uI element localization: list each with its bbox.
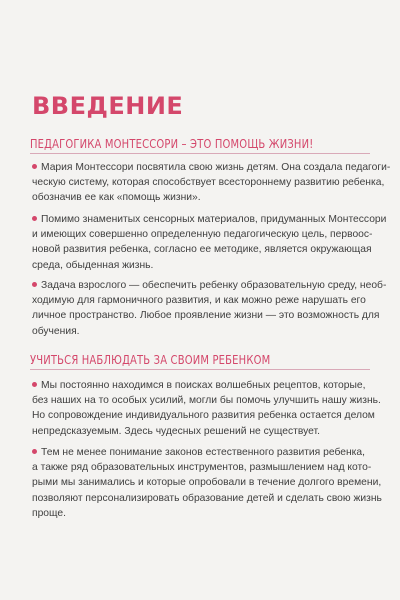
paragraph-line: Мы постоянно находимся в поисках волшебных рецептов, которые, (41, 380, 366, 391)
paragraph-line: Мария Монтессори посвятила свою жизнь детям. Она создала педагоги- (41, 162, 391, 173)
bullet-icon (32, 164, 37, 169)
paragraph-line: новой развития ребенка, согласно ее методике, является окружающая (32, 244, 372, 256)
paragraph-line: позволяют персонализировать образование детей и сделать свою жизнь (32, 492, 382, 504)
page-title: ВВЕДЕНИЕ (32, 92, 184, 120)
paragraph (32, 278, 387, 339)
paragraph-line: обозначив ее как «помощь жизни». (32, 192, 201, 204)
paragraph-line: ходимую для гармоничного развития, и как можно реже нарушать его (32, 295, 366, 307)
paragraph-line: ческую систему, которая способствует всестороннему развитию ребенка, (32, 177, 385, 189)
section-heading-montessori: ПЕДАГОГИКА МОНТЕССОРИ – ЭТО ПОМОЩЬ ЖИЗНИ! (30, 136, 314, 151)
paragraph (32, 160, 391, 206)
bullet-icon (32, 282, 37, 287)
paragraph-line: Но сопровождение индивидуального развития ребенка остается делом (32, 410, 375, 422)
paragraph-line: без наших на то особых усилий, могли бы помочь улучшить нашу жизнь. (32, 395, 381, 407)
section-heading-observe: УЧИТЬСЯ НАБЛЮДАТЬ ЗА СВОИМ РЕБЕНКОМ (30, 352, 271, 367)
section-divider (30, 369, 370, 370)
paragraph-line: проще. (32, 507, 66, 519)
bullet-icon (32, 382, 37, 387)
paragraph-line: среда, обыденная жизнь. (32, 259, 154, 271)
paragraph-line: обучения. (32, 325, 80, 337)
section-divider (30, 153, 370, 154)
paragraph-line: рыми мы занимались и которые опробовали в течение долгого времени, (32, 477, 382, 489)
paragraph-line: Помимо знаменитых сенсорных материалов, придуманных Монтессори (41, 214, 387, 225)
paragraph-line: Тем не менее понимание законов естественного развития ребенка, (41, 447, 365, 458)
paragraph (32, 212, 387, 273)
paragraph-line: и имеющих совершенно определенную педагогическую цель, первоос- (32, 229, 373, 241)
paragraph-line: а также ряд образовательных инструментов, размышлением над кото- (32, 462, 372, 474)
paragraph-line: личное пространство. Любое проявление жизни — это возможность для (32, 310, 380, 322)
bullet-icon (32, 449, 37, 454)
paragraph-line: непредсказуемым. Здесь чудесных решений не существует. (32, 425, 320, 437)
paragraph-line: Задача взрослого — обеспечить ребенку образовательную среду, необ- (41, 280, 387, 291)
bullet-icon (32, 216, 37, 221)
paragraph (32, 378, 381, 439)
paragraph (32, 445, 382, 521)
